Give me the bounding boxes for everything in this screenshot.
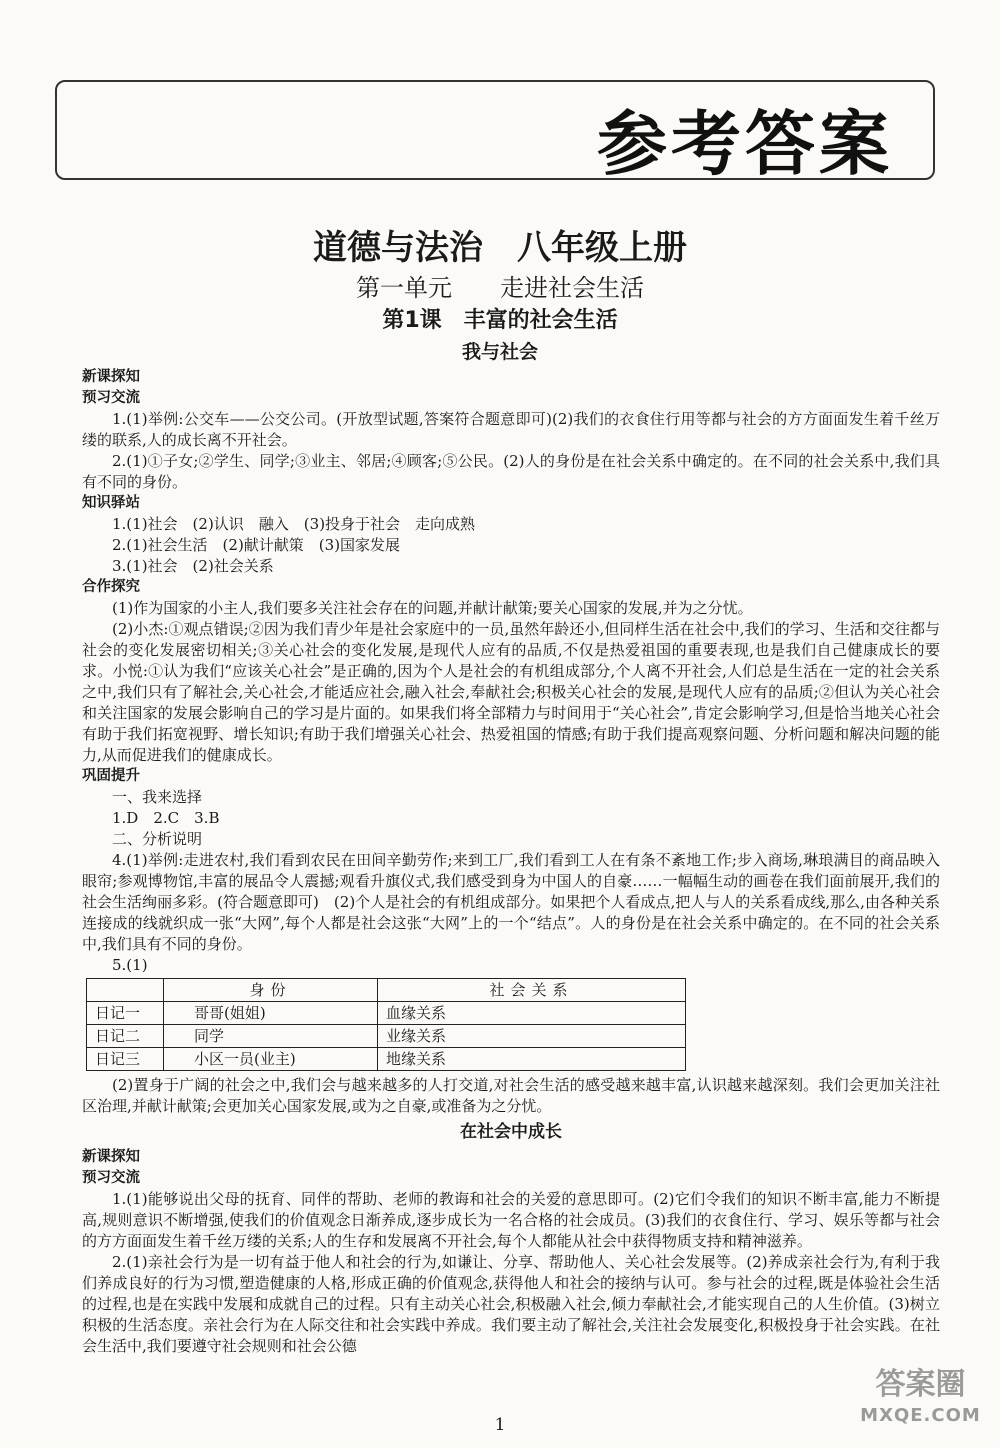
watermark-url: MXQE.COM xyxy=(860,1405,981,1426)
page-number: 1 xyxy=(494,1415,506,1435)
paragraph: 1.(1)能够说出父母的抚育、同伴的帮助、老师的教诲和社会的关爱的意思即可。(2)它们令我们的知识不断丰富,能力不断提高,规则意识不断增强,使我们的价值观念日渐养成,逐步成长为一名合格的社会成员。(3)我们的衣食住行、学习、娱乐等都与社会的方方面面发生着千丝万缕的关系;人的生存和发展离不开社会,每个人都能从社会中获得物质支持和精神滋养。 xyxy=(82,1190,940,1250)
table-cell: 小区一员(业主) xyxy=(164,1048,378,1071)
section-title: 我与社会 xyxy=(461,341,538,363)
paragraph: (2)小杰:①观点错误;②因为我们青少年是社会家庭中的一员,虽然年龄还小,但同样生活在社会中,我们的学习、生活和交往都与社会的变化发展密切相关;③关心社会的变化发展,是现代人应有的品质,不仅是热爱祖国的重要表现,也是我们自己健康成长的要求。小悦:①认为我们“应该关心社会”是正确的,因为个人是社会的有机组成部分,个人离不开社会,人们总是生活在一定的社会关系之中,我们只有了解社会,关心社会,才能适应社会,融入社会,奉献社会;积极关心社会的发展,是现代人应有的品质;②但认为关心社会和关注国家的发展会影响自己的学习是片面的。如果我们将全部精力与时间用于“关心社会”,肯定会影响学习,但是恰当地关心社会有助于我们拓宽视野、增长知识;有助于我们增强关心社会、热爱祖国的情感;有助于我们提高观察问题、分析问题和解决问题的能力,从而促进我们的健康成长。 xyxy=(82,620,940,764)
heading: 合作探究 xyxy=(82,579,140,595)
watermark-logo xyxy=(853,1365,988,1440)
heading: 知识驿站 xyxy=(82,495,140,511)
paragraph: 3.(1)社会 (2)社会关系 xyxy=(112,557,274,575)
table-cell: 日记一 xyxy=(87,1002,164,1025)
table-header: 身份 xyxy=(164,979,378,1002)
heading: 预习交流 xyxy=(82,1170,140,1186)
header-title: 参考答案 xyxy=(597,103,893,185)
table-header: 社会关系 xyxy=(378,979,686,1002)
table-row xyxy=(87,1002,686,1025)
paragraph: 2.(1)亲社会行为是一切有益于他人和社会的行为,如谦让、分享、帮助他人、关心社会发展等。(2)养成亲社会行为,有利于我们养成良好的行为习惯,塑造健康的人格,形成正确的价值观念,获得他人和社会的接纳与认可。参与社会的过程,既是体验社会生活的过程,也是在实践中发展和成就自己的过程。只有主动关心社会,积极融入社会,倾力奉献社会,才能实现自己的人生价值。(3)树立积极的生活态度。亲社会行为在人际交往和社会实践中养成。我们要主动了解社会,关注社会发展变化,积极投身于社会实践。在社会生活中,我们要遵守社会规则和社会公德 xyxy=(82,1253,940,1355)
table-cell: 同学 xyxy=(164,1025,378,1048)
table-cell: 日记三 xyxy=(87,1048,164,1071)
paragraph: 5.(1) xyxy=(112,956,148,974)
answer-content xyxy=(82,367,940,1357)
paragraph: 2.(1)①子女;②学生、同学;③业主、邻居;④顾客;⑤公民。(2)人的身份是在社会关系中确定的。在不同的社会关系中,我们具有不同的身份。 xyxy=(82,452,940,491)
lesson-title: 第1课 丰富的社会生活 xyxy=(382,308,618,333)
table-cell: 哥哥(姐姐) xyxy=(164,1002,378,1025)
heading: 预习交流 xyxy=(82,390,140,406)
paragraph: (2)置身于广阔的社会之中,我们会与越来越多的人打交道,对社会生活的感受越来越丰富,认识越来越深刻。我们会更加关注社区治理,并献计献策;会更加关心国家发展,或为之自豪,或准备为之分忧。 xyxy=(82,1076,940,1115)
paragraph: 1.(1)社会 (2)认识 融入 (3)投身于社会 走向成熟 xyxy=(112,515,476,533)
table-row xyxy=(87,1025,686,1048)
table-cell: 血缘关系 xyxy=(378,1002,686,1025)
paragraph: (1)作为国家的小主人,我们要多关注社会存在的问题,并献计献策;要关心国家的发展,并为之分忧。 xyxy=(112,599,753,617)
heading: 新课探知 xyxy=(82,1149,140,1165)
paragraph: 1.(1)举例:公交车——公交公司。(开放型试题,答案符合题意即可)(2)我们的衣食住行用等都与社会的方方面面发生着千丝万缕的联系,人的成长离不开社会。 xyxy=(82,410,940,449)
table-header-row xyxy=(87,979,686,1002)
paragraph: 2.(1)社会生活 (2)献计献策 (3)国家发展 xyxy=(112,536,401,554)
heading: 巩固提升 xyxy=(82,768,140,784)
header-banner xyxy=(55,80,935,185)
section-title: 在社会中成长 xyxy=(460,1122,562,1142)
paragraph: 4.(1)举例:走进农村,我们看到农民在田间辛勤劳作;来到工厂,我们看到工人在有条不紊地工作;步入商场,琳琅满目的商品映入眼帘;参观博物馆,丰富的展品令人震撼;观看升旗仪式,我们感受到身为中国人的自豪……一幅幅生动的画卷在我们面前展开,我们的社会生活绚丽多彩。(符合题意即可) (2)个人是社会的有机组成部分。如果把个人看成点,把人与人的关系看成线,那么,由各种关系连接成的线就织成一张“大网”,每个人都是社会这张“大网”上的一个“结点”。人的身份是在社会关系中确定的。在不同的社会关系中,我们具有不同的身份。 xyxy=(82,851,940,953)
heading: 新课探知 xyxy=(82,369,140,385)
table-header xyxy=(87,979,164,1002)
table-cell: 日记二 xyxy=(87,1025,164,1048)
unit-title: 第一单元 走进社会生活 xyxy=(356,274,644,302)
paragraph: 一、我来选择 xyxy=(112,788,203,806)
paragraph: 1.D 2.C 3.B xyxy=(112,809,220,827)
book-title: 道德与法治 八年级上册 xyxy=(313,228,687,268)
table-cell: 地缘关系 xyxy=(378,1048,686,1071)
relations-table xyxy=(86,978,686,1071)
table-row xyxy=(87,1048,686,1071)
watermark-text: 答案圈 xyxy=(875,1367,966,1402)
paragraph: 二、分析说明 xyxy=(112,830,203,848)
table-cell: 业缘关系 xyxy=(378,1025,686,1048)
